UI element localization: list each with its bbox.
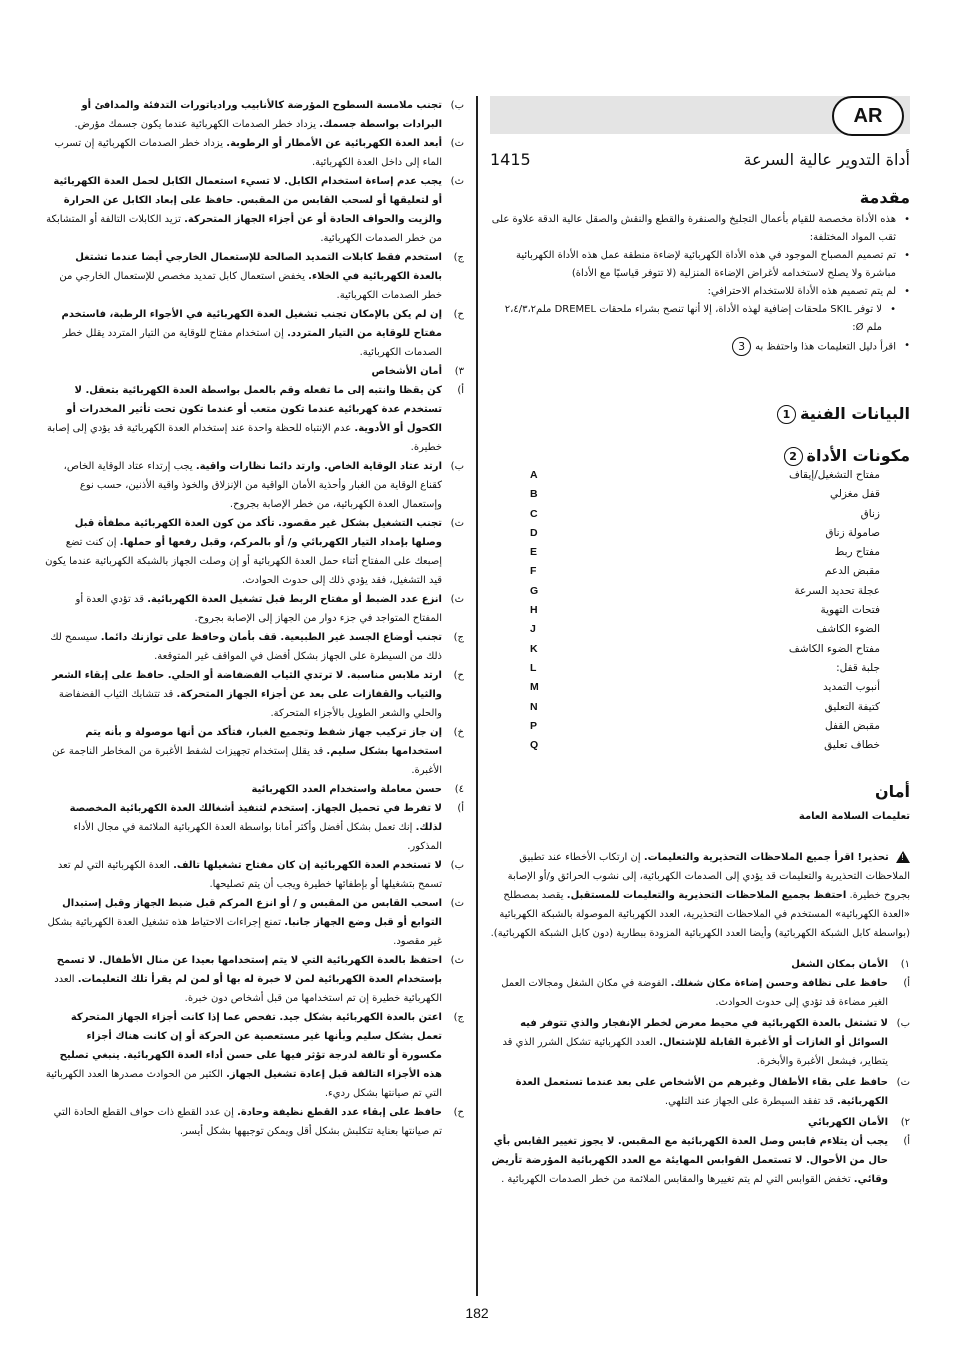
part-item	[490, 524, 910, 543]
warning-text-2: يقصد بمصطلح «العدة الكهربائية» المستخدم في الملاحظات التحذيرية، العدد الكهربائية الموصولة بالشبكة الكهربائية (بواسطة كابل الشبكة الكهربائية) وأيضا العدد الكهربائية المزودة ببطارية (دون كابل الشبكة الكهربائية).	[490, 890, 910, 939]
rule-item	[490, 1132, 910, 1189]
tool-parts-section	[490, 446, 910, 755]
rule-bold: إن جاز تركيب جهاز شفط وتجميع الغبار، فتأكد من أنها موصولة و بأنه يتم استخدامها بشكل سليم.	[85, 727, 442, 757]
figure-ref: 3	[732, 337, 751, 356]
rule-item	[490, 1014, 910, 1071]
rule-item	[44, 856, 464, 894]
intro-item: • هذه الأداة مخصصة للقيام بأعمال التجليخ والصنفرة والقطع والنقش والصقل عالية الدقة علاوة على ثقب المواد المختلفة:	[490, 211, 896, 247]
part-letter: H	[530, 604, 538, 617]
rule-detail: سيسمح لك ذلك من السيطرة على الجهاز بشكل أفضل في المواقف غير المتوقعة.	[50, 632, 442, 662]
rule-item	[44, 457, 464, 514]
section-number: ٣)	[454, 366, 464, 377]
intro-item-text: اقرأ دليل التعليمات هذا واحتفظ به	[755, 341, 896, 353]
part-item	[490, 678, 910, 697]
part-name: عجلة تحديد السرعة	[794, 584, 880, 597]
rule-number: ث)	[450, 176, 464, 187]
rule-text	[44, 248, 442, 305]
rule-bold: اسحب القابس من المقبس و / أو انزع المركم قبل ضبط الجهاز وقبل إستبدال التوابع أو قبل وضع الجهاز جانبا.	[62, 898, 442, 928]
rule-number: خ)	[453, 727, 464, 738]
rule-bold: استخدم فقط كابلات التمديد الصالحة للإستعمال الخارجي أيضا عندما تشتغل بالعدة الكهربائية في الخلاء.	[75, 252, 442, 282]
s2-items	[490, 1132, 910, 1189]
rule-detail: قد تفقد السيطرة على الجهاز عند التلهي.	[664, 1096, 834, 1107]
rule-number: ح)	[453, 309, 464, 320]
technical-data-heading	[490, 404, 910, 424]
safety-subheading-text: تعليمات السلامة العامة	[798, 811, 910, 822]
rule-number: أ)	[903, 978, 910, 989]
rule-bold: حافظ على نظافة وحسن إضاءة مكان شغلك.	[670, 978, 888, 989]
section-title	[44, 780, 464, 799]
electrical-safety-continued	[44, 96, 464, 362]
rule-detail: تخفض القوابس التي لم يتم تغييرها والمقابس الملائمة من خطر الصدمات الكهربائية .	[501, 1174, 851, 1185]
rule-detail: العدد الكهربائية تشكل الشرر الذي قد يتطاير، فيشعل الأغبرة والأبخرة.	[502, 1037, 888, 1067]
part-name: الضوء الكاشف	[816, 623, 880, 636]
rule-number: ب)	[450, 100, 464, 111]
rule-text	[44, 96, 442, 134]
part-name: مفتاح التشغيل/إيقاف	[788, 469, 880, 481]
rule-item	[44, 134, 464, 172]
rule-bold: حافظ على بقاء الأطفال وغيرهم من الأشخاص على بعد عندما تستعمل العدة الكهربائية.	[515, 1077, 888, 1107]
rule-item	[44, 305, 464, 362]
part-letter: G	[530, 584, 539, 597]
section-number: ٤)	[454, 784, 464, 795]
part-name: مفتاح الضوء الكاشف	[788, 642, 880, 655]
part-item	[490, 543, 910, 562]
section-title	[44, 362, 464, 381]
technical-data-section	[490, 404, 910, 424]
rule-item	[44, 1103, 464, 1141]
rule-text	[44, 514, 442, 590]
rule-bold: احتفظ بالعدة الكهربائية التي لا يتم إستخدامها بعيدا عن منال الأطفال. لا تسمح بإستخدام العدة الكهربائية لمن لا خبرة له بها أو لمن لم يقرأ تلك التعليمات.	[56, 955, 442, 985]
rule-detail: إن كنت تضع إصبعك على المفتاح أثناء حمل العدة الكهربائية أو إن وصلت الجهاز بالشبكة الكهربائية عندما يكون قيد التشغيل، فقد يؤدي ذلك إلى حدوث الحوادث.	[45, 537, 442, 586]
rule-detail: قد تؤدي العدة أو المفتاح المتواجد في جزء دوار من الجهاز إلى الإصابة بجروح.	[75, 594, 442, 624]
rule-detail: العدة الكهربائية التي لم تعد تسمح بتشغيلها أو بإطفائها خطيرة ويجب أن يتم تصليحها.	[57, 860, 442, 890]
part-item	[490, 620, 910, 639]
rule-bold: لا تستخدم العدة الكهربائية إن كان مفتاح تشغيلها تالف.	[173, 860, 442, 871]
rule-detail: إنك تعمل بشكل أفضل وأكثر أمانا بواسطة العدة الكهربائية الملائمة في مجال الأداء المذكور.	[73, 822, 442, 852]
rule-item	[44, 172, 464, 248]
rule-detail: إن استخدام مفتاح للوقاية من التيار المتردد يقلل خطر الصدمات الكهربائية.	[62, 328, 442, 358]
parts-list	[490, 466, 910, 755]
rule-text	[44, 381, 442, 457]
rule-text	[44, 134, 442, 172]
rule-bold: لا تفرط في تحميل الجهاز. إستخدم لتنفيذ أشغالك العدة الكهربائية المخصصة لذلك.	[69, 803, 442, 833]
rule-detail: يزداد خطر الصدمات الكهربائية إن تسرب الماء إلى داخل العدة الكهربائية.	[54, 138, 442, 168]
rule-text	[44, 172, 442, 248]
rule-bold: كن يقظا وانتبه إلى ما تفعله وقم بالعمل بواسطة العدة الكهربائية بتعقل. لا تستخدم عدة كهربائية عندما تكون متعب أو عندما تكون تحت تأثير المخدرات أو الكحول أو الأدوية.	[66, 385, 442, 434]
rule-detail: الفوضة في مكان الشغل ومجالات العمل الغير مضاءة قد تؤدي إلى حدوث الحوادث.	[501, 978, 888, 1008]
part-name: أنبوب التمديد	[823, 681, 880, 694]
part-letter: F	[530, 565, 537, 578]
intro-item: • لا توفر SKIL ملحقات إضافية لهذه الأداة، إلا أنها تنصح بشراء ملحقات DREMEL ملم٢،٤/٣،٢ ملم Ø:	[490, 301, 896, 337]
rule-detail: تمنع إجراءات الاحتياط هذه تشغيل العدة الكهربائية بشكل غير مقصود.	[47, 917, 442, 947]
rule-text	[490, 1073, 888, 1111]
warning-bold: تحذير! اقرأ جميع الملاحظات التحذيرية والتعليمات.	[643, 852, 889, 863]
intro-section	[490, 188, 910, 357]
rule-text	[44, 856, 442, 894]
section-number: ١)	[900, 959, 910, 970]
section-title	[490, 1113, 910, 1132]
rule-item	[44, 666, 464, 723]
rule-item	[490, 1073, 910, 1111]
page-title	[490, 150, 910, 169]
rule-text	[490, 1014, 888, 1071]
rule-detail: يخفض استعمال كابل تمديد مخصص للإستعمال الخارجي من خطر الصدمات الكهربائية.	[59, 271, 442, 301]
part-letter: Q	[530, 739, 539, 752]
rule-number: ح)	[453, 1107, 464, 1118]
rule-detail: تزيد الكابلات التالفة أو المتشابكة من خطر الصدمات الكهربائية.	[46, 214, 442, 244]
rule-text	[44, 666, 442, 723]
rule-item	[44, 590, 464, 628]
rule-number: ث)	[450, 955, 464, 966]
part-letter: J	[530, 623, 536, 636]
s1-items	[490, 974, 910, 1111]
rule-detail: العدد الكهربائية خطيرة إن تم استخدامها من قبل أشخاص دون خبرة.	[54, 974, 442, 1004]
rule-item	[44, 628, 464, 666]
rule-bold: اعتن بالعدة الكهربائية بشكل جيد. تفحص عما إذا كانت أجزاء الجهاز المتحركة تعمل بشكل سليم وبأنها غير مستعصية عن الحركة أو إن كانت هناك أجزاء مكسورة أو تالفة لدرجة تؤثر فيها على حسن أداء العدة الكهربائية. ينبغي تصليح هذه الأجزاء التالفة قبل إعادة تشغيل الجهاز.	[59, 1012, 442, 1080]
rule-item	[44, 1008, 464, 1103]
part-letter: B	[530, 488, 538, 501]
part-name: زناق	[860, 507, 880, 520]
safety-heading: أمان	[874, 782, 910, 801]
work-area-safety	[490, 955, 910, 1189]
rule-item	[490, 974, 910, 1012]
rule-bold: يجب أن يتلاءم قابس وصل العدة الكهربائية مع المقبس. لا يجوز تغيير القابس بأي حال من الأحوال. لا تستعمل القوابس المهايئة مع العدد الكهربائية المؤرضة تأريض وقائي.	[491, 1136, 888, 1185]
part-item	[490, 505, 910, 524]
column-divider	[476, 96, 478, 1296]
rule-text	[44, 951, 442, 1008]
warning-bold-2: احتفظ بجميع الملاحظات التحذيرية والتعليمات للمستقبل.	[566, 890, 847, 901]
part-name: كتيفة التعليق	[824, 700, 880, 713]
part-item	[490, 466, 910, 485]
rule-detail: قد تتشابك الثياب الفضفاضة والحلي والشعر الطويل بالأجزاء المتحركة.	[58, 689, 442, 719]
rule-item	[44, 514, 464, 590]
rule-number: ت)	[450, 898, 464, 909]
rule-bold: إن لم يكن بالإمكان تجنب تشغيل العدة الكهربائية في الأجواء الرطبة، فاستخدم مفتاح للوقاية من التيار المتردد.	[61, 309, 442, 339]
part-item	[490, 582, 910, 601]
rule-number: ت)	[896, 1077, 910, 1088]
figure-ref: 2	[784, 447, 803, 466]
section-title-text: الأمان الكهربائي	[807, 1117, 888, 1128]
part-letter: D	[530, 526, 538, 539]
rule-bold: تجنب ملامسة السطوح المؤرضة كالأنابيب ورادياتورات التدفئة والمدافئ أو البرادات بواسطة جسمك.	[81, 100, 442, 130]
rule-bold: انزع عدد الضبط أو مفتاح الربط قبل تشغيل العدة الكهربائية.	[147, 594, 442, 605]
rule-text	[44, 1008, 442, 1103]
rule-text	[490, 1132, 888, 1189]
rule-text	[44, 628, 442, 666]
part-item	[490, 736, 910, 755]
intro-list	[490, 211, 910, 357]
rule-number: ب)	[896, 1018, 910, 1029]
part-name: مفتاح ربط	[834, 546, 880, 559]
left-column	[44, 96, 464, 1141]
rule-text	[44, 1103, 442, 1141]
technical-data-title: البيانات الفنية	[800, 404, 910, 423]
rule-detail: عدم الإنتباه للحظة واحدة عند إستخدام العدة الكهربائية قد يؤدي إلى إصابة خطيرة.	[47, 423, 442, 453]
rule-bold: تجنب التشغيل بشكل غير مقصود. تأكد من كون العدة الكهربائية مطفأة قبل وصلها بإمداد التيار الكهربائي و/ أو بالمركم، وقبل رفعها أو حملها.	[74, 518, 442, 548]
part-letter: L	[530, 661, 537, 674]
rule-number: ب)	[450, 461, 464, 472]
part-letter: K	[530, 642, 538, 655]
rule-number: ج)	[453, 252, 464, 263]
section-title	[490, 955, 910, 974]
part-item	[490, 640, 910, 659]
rule-item	[44, 951, 464, 1008]
product-code: 1415	[490, 150, 531, 169]
rule-number: ت)	[450, 518, 464, 529]
intro-item: • لم يتم تصميم هذه الأداة للاستخدام الاحترافي:	[490, 283, 896, 301]
rule-bold: لا تشتغل بالعدة الكهربائية في محيط معرض لخطر الإنفجار والذي تتوفر فيه السوائل أو الغازات أو الأغبرة القابلة للإشتعال.	[520, 1018, 888, 1048]
rule-number: أ)	[457, 385, 464, 396]
rule-bold: ارتد عتاد الوقاية الخاص. وارتد دائما نظارات واقية.	[195, 461, 442, 472]
rule-text	[44, 723, 442, 780]
page-number: 182	[465, 1305, 489, 1321]
part-name: فتحات التهوية	[820, 604, 880, 617]
rule-number: أ)	[903, 1136, 910, 1147]
rule-text	[44, 894, 442, 951]
rule-number: ت)	[450, 138, 464, 149]
safety-section	[490, 782, 910, 1191]
rule-bold: حافظ على إبقاء عدد القطع نظيفة وحادة.	[237, 1107, 442, 1118]
intro-heading: مقدمة	[859, 188, 910, 207]
rule-text	[44, 457, 442, 514]
part-letter: A	[530, 469, 538, 481]
tool-parts-title: مكونات الأداة	[806, 446, 910, 465]
rule-detail: يجب إرتداء عتاد الوقاية الخاص، كقناع الوقاية من الغبار وأحذية الأمان الواقية من الإنزلاق والخوذ واقية الأذنين، حسب نوع وإستعمال العدة الكهربائية، من خطر الإصابة بجروح.	[63, 461, 442, 510]
rule-text	[44, 590, 442, 628]
part-name: صامولة زناق	[825, 526, 880, 539]
rule-number: أ)	[457, 803, 464, 814]
part-item	[490, 562, 910, 581]
part-name: خطاف تعليق	[824, 739, 880, 752]
rule-detail: يزداد خطر الصدمات الكهربائية عندما يكون جسمك مؤرض.	[74, 119, 317, 130]
intro-item	[490, 337, 896, 357]
rule-bold: تجنب أوضاع الجسد غير الطبيعية. قف بأمان وحافظ على توازنك دائما.	[100, 632, 442, 643]
rule-item	[44, 723, 464, 780]
rule-item	[44, 894, 464, 951]
part-letter: N	[530, 700, 538, 713]
rule-item	[44, 381, 464, 457]
rule-detail: إن عدد القطع ذات حواف القطع الحادة التي تم صيانتها بعناية تتكلبش بشكل أقل ويمكن توجيهها بشكل أيسر.	[53, 1107, 442, 1137]
part-letter: M	[530, 681, 539, 694]
rule-item	[44, 96, 464, 134]
figure-ref: 1	[777, 405, 796, 424]
part-name: مقبض الدعم	[824, 565, 880, 578]
product-name: أداة التدوير عالية السرعة	[743, 150, 910, 169]
rule-detail: قد يقلل إستخدام تجهيزات لشفط الأغبرة من المخاطر الناجمة عن الأغبرة.	[52, 746, 442, 776]
part-item	[490, 485, 910, 504]
part-letter: E	[530, 546, 538, 559]
section-title-text: أمان الأشخاص	[371, 366, 442, 377]
part-item	[490, 698, 910, 717]
personal-safety	[44, 381, 464, 780]
part-name: مقبض القفل	[825, 719, 880, 732]
part-item	[490, 659, 910, 678]
safety-subheading	[490, 807, 910, 826]
rule-text	[490, 974, 888, 1012]
rule-number: ث)	[450, 594, 464, 605]
tool-parts-heading	[490, 446, 910, 466]
warning-icon: !	[896, 851, 910, 863]
part-name: جلبة قفل:	[836, 661, 880, 674]
rule-text	[44, 305, 442, 362]
rule-bold: أبعد العدة الكهربائية عن الأمطار أو الرطوبة.	[226, 138, 442, 149]
rule-number: ح)	[453, 670, 464, 681]
rule-number: ب)	[450, 860, 464, 871]
intro-item: • تم تصميم المصباح الموجود في هذه الأداة الكهربائية لإضاءة منطقة عمل هذه الأداة الكهربائية مباشرة ولا يصلح لاستخدامه لأغراض الإضاءة المنزلية (لا تتوفر قياسيًا مع الأداة)	[490, 247, 896, 283]
general-warning	[490, 848, 910, 943]
warning-text: إن ارتكاب الأخطاء عند تطبيق الملاحظات التحذيرية والتعليمات قد يؤدي إلى الصدمات الكهربائية، إلى نشوب الحرائق و/أو الإصابة بجروح خطيرة.	[507, 852, 910, 901]
part-item	[490, 717, 910, 736]
rule-item	[44, 799, 464, 856]
rule-number: ج)	[453, 632, 464, 643]
rule-detail: الكثير من الحوادث مصدرها العدد الكهربائية التي تم صيانتها بشكل رديء.	[45, 1069, 442, 1099]
section-title-text: الأمان بمكان الشغل	[791, 959, 888, 970]
rule-bold: ارتد ملابس مناسبة. لا ترتدي الثياب الفضفاضة أو الحلي. حافظ على إبقاء الشعر والثياب والقفازات على بعد عن أجزاء الجهاز المتحركة.	[52, 670, 442, 700]
section-title-text: حسن معاملة واستخدام العدد الكهربائية	[251, 784, 442, 795]
part-letter: C	[530, 507, 538, 520]
part-name: قفل مغزلي	[829, 488, 880, 501]
rule-text	[44, 799, 442, 856]
rule-number: ج)	[453, 1012, 464, 1023]
rule-item	[44, 248, 464, 305]
tool-use-care	[44, 799, 464, 1141]
rule-bold: يجب عدم إساءة استخدام الكابل. لا تسيء استعمال الكابل لحمل العدة الكهربائية أو لتعليقها أو لسحب القابس من المقبس. حافظ على إبعاد الكابل عن الحرارة والزيت والحواف الحادة أو عن أجزاء الجهاز المتحركة.	[53, 176, 442, 225]
language-badge: AR	[832, 96, 904, 136]
part-item	[490, 601, 910, 620]
section-number: ٢)	[900, 1117, 910, 1128]
part-letter: P	[530, 719, 538, 732]
